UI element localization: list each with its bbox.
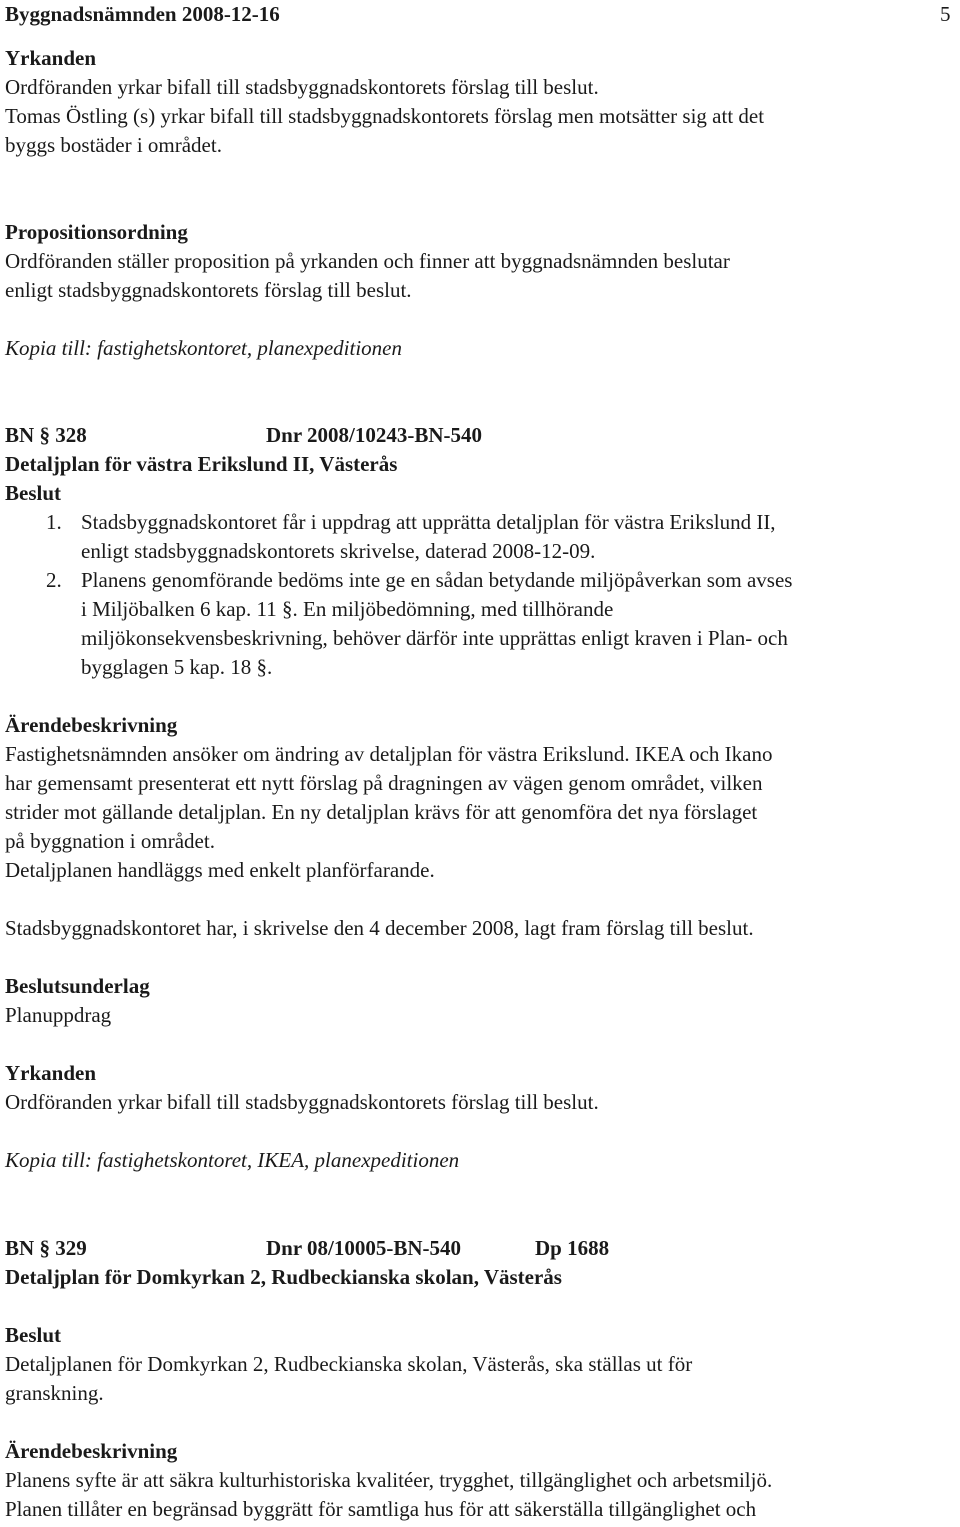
kopia-till: Kopia till: fastighetskontoret, planexpeditionen bbox=[5, 336, 403, 360]
skrivelse-line: Stadsbyggnadskontoret har, i skrivelse den 4 december 2008, lagt fram förslag till beslut. bbox=[5, 916, 754, 940]
list-item-line: enligt stadsbyggnadskontorets skrivelse, daterad 2008-12-09. bbox=[81, 539, 596, 563]
arendebeskrivning-line: strider mot gällande detaljplan. En ny detaljplan krävs för att genomföra det nya förslaget bbox=[5, 800, 758, 824]
arendebeskrivning-line: Detaljplanen handläggs med enkelt planförfarande. bbox=[5, 858, 435, 882]
beslutsunderlag-item: Planuppdrag bbox=[5, 1003, 112, 1027]
arendebeskrivning-line: har gemensamt presenterat ett nytt förslag på dragningen av vägen genom området, vilken bbox=[5, 771, 763, 795]
propositionsordning-line: enligt stadsbyggnadskontorets förslag till beslut. bbox=[5, 278, 412, 302]
list-number: 2. bbox=[46, 568, 62, 592]
list-item-line: Planens genomförande bedöms inte ge en sådan betydande miljöpåverkan som avses bbox=[81, 568, 793, 592]
bn-number: 328 bbox=[55, 423, 87, 447]
arendebeskrivning-line: Planens syfte är att säkra kulturhistoriska kvalitéer, trygghet, tillgänglighet och arbetsmiljö. bbox=[5, 1468, 773, 1492]
list-item-line: bygglagen 5 kap. 18 §. bbox=[81, 655, 273, 679]
list-item-line: Stadsbyggnadskontoret får i uppdrag att upprätta detaljplan för västra Erikslund II, bbox=[81, 510, 776, 534]
bn-prefix: BN bbox=[5, 423, 35, 447]
beslut-heading: Beslut bbox=[5, 481, 62, 505]
list-item-line: miljökonsekvensbeskrivning, behöver därför inte upprättas enligt kraven i Plan- och bbox=[81, 626, 788, 650]
section-sign: § bbox=[39, 1236, 50, 1260]
beslut-line: Detaljplanen för Domkyrkan 2, Rudbeckianska skolan, Västerås, ska ställas ut för bbox=[5, 1352, 693, 1376]
section-sign: § bbox=[39, 423, 50, 447]
yrkanden-heading: Yrkanden bbox=[5, 46, 97, 70]
arendebeskrivning-heading: Ärendebeskrivning bbox=[5, 1439, 178, 1463]
yrkanden-line: Ordföranden yrkar bifall till stadsbyggnadskontorets förslag till beslut. bbox=[5, 1090, 599, 1114]
page-number: 5 bbox=[940, 2, 951, 26]
page-header-title: Byggnadsnämnden 2008-12-16 bbox=[5, 2, 280, 26]
propositionsordning-heading: Propositionsordning bbox=[5, 220, 188, 244]
beslut-heading: Beslut bbox=[5, 1323, 62, 1347]
arendebeskrivning-heading: Ärendebeskrivning bbox=[5, 713, 178, 737]
bn-number: 329 bbox=[55, 1236, 87, 1260]
arendebeskrivning-line: Planen tillåter en begränsad byggrätt för samtliga hus för att säkerställa tillgänglighet och bbox=[5, 1497, 757, 1521]
bn-329-label bbox=[5, 1234, 87, 1263]
bn-328-title: Detaljplan för västra Erikslund II, Västerås bbox=[5, 452, 398, 476]
dp-number: Dp 1688 bbox=[535, 1236, 610, 1260]
kopia-till: Kopia till: fastighetskontoret, IKEA, planexpeditionen bbox=[5, 1148, 460, 1172]
arendebeskrivning-line: på byggnation i området. bbox=[5, 829, 215, 853]
beslut-line: granskning. bbox=[5, 1381, 104, 1405]
arendebeskrivning-line: Fastighetsnämnden ansöker om ändring av detaljplan för västra Erikslund. IKEA och Ikano bbox=[5, 742, 773, 766]
list-item-line: i Miljöbalken 6 kap. 11 §. En miljöbedömning, med tillhörande bbox=[81, 597, 614, 621]
yrkanden-line: Tomas Östling (s) yrkar bifall till stadsbyggnadskontorets förslag men motsätter sig att det bbox=[5, 104, 765, 128]
yrkanden-line: byggs bostäder i området. bbox=[5, 133, 222, 157]
dnr-328: Dnr 2008/10243-BN-540 bbox=[266, 423, 483, 447]
bn-328-label bbox=[5, 421, 87, 450]
bn-prefix: BN bbox=[5, 1236, 35, 1260]
beslutsunderlag-heading: Beslutsunderlag bbox=[5, 974, 150, 998]
list-number: 1. bbox=[46, 510, 62, 534]
yrkanden-line: Ordföranden yrkar bifall till stadsbyggnadskontorets förslag till beslut. bbox=[5, 75, 599, 99]
yrkanden-heading: Yrkanden bbox=[5, 1061, 97, 1085]
bn-329-title: Detaljplan för Domkyrkan 2, Rudbeckianska skolan, Västerås bbox=[5, 1265, 562, 1289]
dnr-329: Dnr 08/10005-BN-540 bbox=[266, 1236, 462, 1260]
propositionsordning-line: Ordföranden ställer proposition på yrkanden och finner att byggnadsnämnden beslutar bbox=[5, 249, 730, 273]
